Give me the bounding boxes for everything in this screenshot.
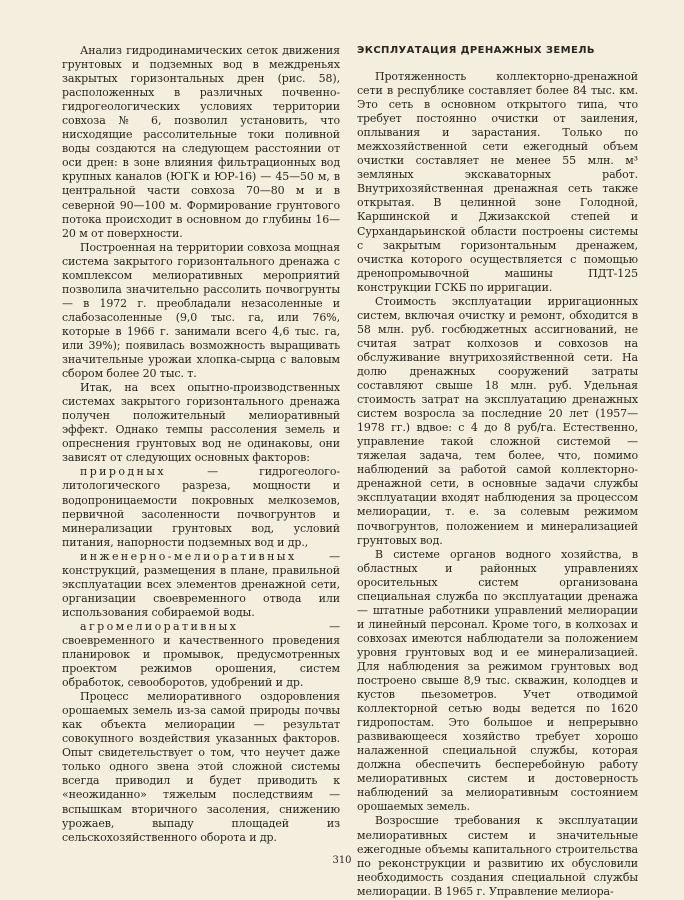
engineering-factors-text: — конструкций, размещения в плане, правильной эксплуатации всех элементов дренажной сети, организации своевременного отвода или использования собираемой воды. bbox=[62, 549, 340, 619]
paragraph-water-authority: В системе органов водного хозяйства, в областных и районных управлениях оросительных систем организована специальная служба по эксплуатации дренажа — штатные работники управлений мелиорации и линейный персонал. Кроме того, в колхозах и совхозах имеются наблюдатели за положением уровня грунтовых вод и ее минерализацией. Для наблюдения за режимом грунтовых вод построено свыше 8,9 тыс. скважин, колодцев и кустов пьезометров. Учет отводимой коллекторной сетью воды ведется по 1620 гидропостам. Это большое и непрерывно развивающееся хозяйство требует хорошо налаженной специальной службы, которая должна обеспечить бесперебойную работу мелиоративных систем и достоверность наблюдений за мелиоративным состоянием орошаемых земель. bbox=[357, 547, 638, 814]
paragraph-requirements: Возросшие требования к эксплуатации мелиоративных систем и значительные ежегодные объемы капитального строительства по реконструкции и развитию их обусловили необходимость создания специальной службы мелиорации. В 1965 г. Управление мелиора- bbox=[357, 814, 638, 898]
term-agro: агромелиоративных bbox=[80, 619, 239, 633]
paragraph-factors-intro: Итак, на всех опытно-производственных системах закрытого горизонтального дренажа получен положительный мелиоративный эффект. Однако темпы рассоления земель и опреснения грунтовых вод не одинаковы, они зависят от следующих основных факторов: bbox=[62, 381, 340, 465]
paragraph-engineering-factors bbox=[62, 550, 340, 620]
natural-factors-text: — гидрогеолого-литологического разреза, мощности и водопроницаемости покровных мелкоземов, первичной засоленности почвогрунтов и минерализации грунтовых вод, условий питания, напорности подземных вод и др., bbox=[62, 465, 340, 549]
paragraph-drainage-system: Построенная на территории совхоза мощная система закрытого горизонтального дренажа с комплексом мелиоративных мероприятий позволила значительно рассолить почвогрунты — в 1972 г. преобладали незасоленные и слабозасоленные (9,0 тыс. га, или 76%, которые в 1966 г. занимали всего 4,6 тыс. га, или 39%); появилась возможность выращивать значительные урожаи хлопка-сырца с валовым сбором более 20 тыс. т. bbox=[62, 240, 340, 381]
term-natural: природных bbox=[80, 465, 167, 479]
section-heading: ЭКСПЛУАТАЦИЯ ДРЕНАЖНЫХ ЗЕМЕЛЬ bbox=[357, 45, 595, 56]
left-column bbox=[62, 44, 340, 845]
paragraph-agro-factors bbox=[62, 620, 340, 690]
paragraph-groundwater-analysis: Анализ гидродинамических сеток движения грунтовых и подземных вод в междреньях закрытых горизонтальных дрен (рис. 58), расположенных в различных почвенно-гидрогеологических условиях территории совхоза № 6, позволил установить, что нисходящие рассолительные токи поливной воды создаются на следующем расстоянии от оси дрен: в зоне влияния фильтрационных вод крупных каналов (ЮГК и ЮР-16) — 45—50 м, в центральной части совхоза 70—80 м и в северной 90—100 м. Формирование грунтового потока происходит в основном до глубины 16—20 м от поверхности. bbox=[62, 44, 340, 240]
paragraph-operation-cost: Стоимость эксплуатации ирригационных систем, включая очистку и ремонт, обходится в 58 млн. руб. госбюджетных ассигнований, не считая затрат колхозов и совхозов на обслуживание внутрихозяйственной сети. На долю дренажных сооружений затраты составляют свыше 18 млн. руб. Удельная стоимость затрат на эксплуатацию дренажных систем возросла за последние 20 лет (1957—1978 гг.) вдвое: с 4 до 8 руб/га. Естественно, управление такой сложной системой — тяжелая задача, тем более, что, помимо наблюдений за работой самой коллекторно-дренажной сети, в основные задачи службы эксплуатации входят наблюдения за процессом мелиорации, т. е. за солевым режимом почвогрунтов, положением и минерализацией грунтовых вод. bbox=[357, 294, 638, 547]
term-engineering: инженерно-мелиоративных bbox=[80, 549, 297, 563]
page-number: 310 bbox=[332, 855, 352, 866]
right-column bbox=[357, 44, 638, 899]
paragraph-reclamation-process: Процесс мелиоративного оздоровления орошаемых земель из-за самой природы почвы как объекта мелиорации — результат совокупного воздействия указанных факторов. Опыт свидетельствует о том, что неучет даже только одного звена этой сложной системы всегда приводил и будет приводить к «неожиданно» тяжелым последствиям — вспышкам вторичного засоления, снижению урожаев, выпаду площадей из сельскохозяйственного оборота и др. bbox=[62, 690, 340, 844]
paragraph-network-length: Протяженность коллекторно-дренажной сети в республике составляет более 84 тыс. км. Это сеть в основном открытого типа, что требует постоянно очистки от заиления, оплывания и зарастания. Только по межхозяйственной сети ежегодный объем очистки составляет не менее 55 млн. м³ земляных экскаваторных работ. Внутрихозяйственная дренажная сеть также открытая. В целинной зоне Голодной, Каршинской и Джизакской степей и Сурхандарьинской области построены системы с закрытым горизонтальным дренажем, очистка которого осуществляется с помощью дренопромывочной машины ПДТ-125 конструкции ГСКБ по ирригации. bbox=[357, 70, 638, 294]
agro-factors-text: — своевременного и качественного проведения планировок и промывок, предусмотренных проектом режимов орошения, систем обработок, севооборотов, удобрений и др. bbox=[62, 619, 340, 690]
paragraph-natural-factors bbox=[62, 465, 340, 549]
